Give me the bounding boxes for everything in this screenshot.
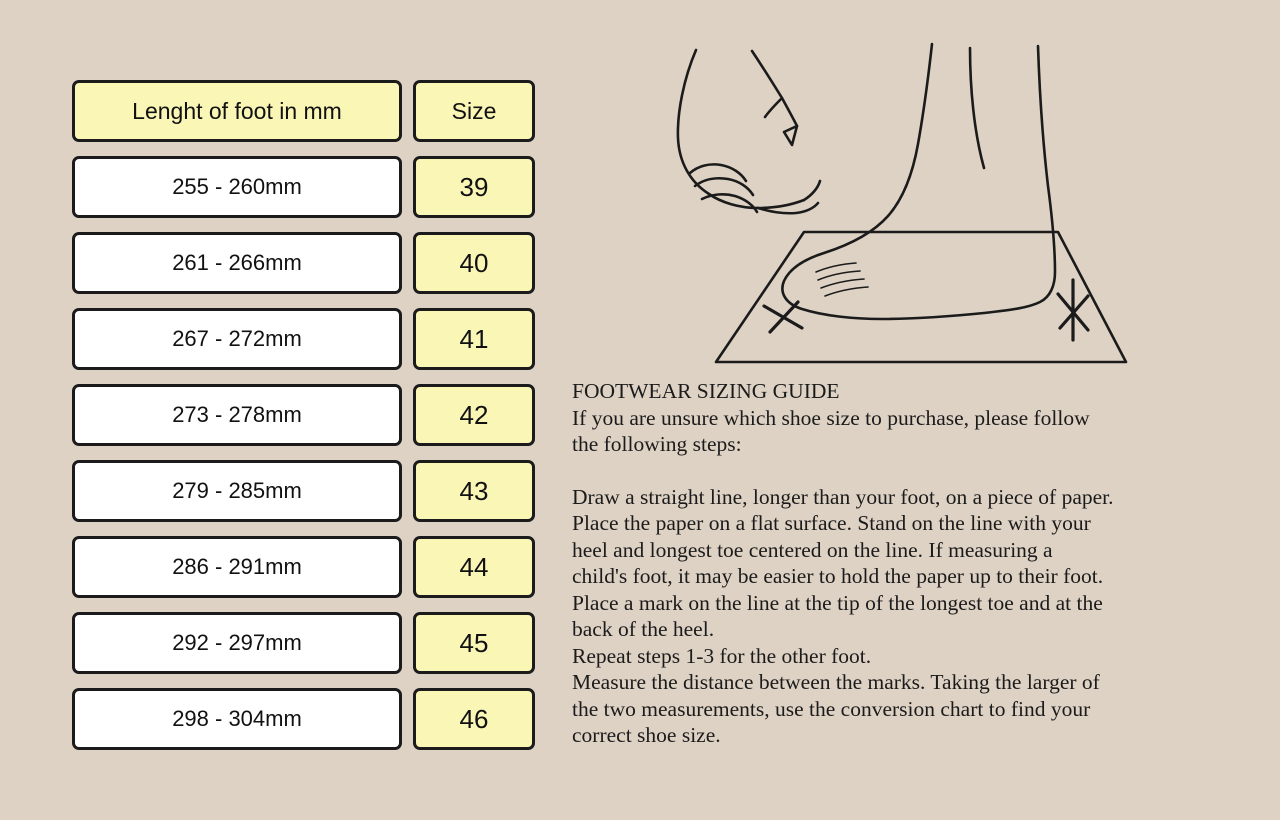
cell-shoe-size: 44 (413, 536, 535, 598)
toe-hatch-1 (816, 263, 856, 272)
size-conversion-table (72, 80, 538, 764)
hand-palm-edge (709, 194, 804, 208)
cell-shoe-size: 39 (413, 156, 535, 218)
guide-intro-line-1: If you are unsure which shoe size to purchase, please follow (572, 405, 1090, 430)
hand-outline (678, 50, 709, 194)
cell-foot-length: 298 - 304mm (72, 688, 402, 750)
table-row (72, 384, 538, 446)
cell-foot-length: 255 - 260mm (72, 156, 402, 218)
guide-step-line-6: back of the heel. (572, 617, 715, 641)
cell-shoe-size: 41 (413, 308, 535, 370)
column-header-size: Size (413, 80, 535, 142)
table-header-row (72, 80, 538, 142)
cell-foot-length: 292 - 297mm (72, 612, 402, 674)
column-header-length: Lenght of foot in mm (72, 80, 402, 142)
table-row (72, 232, 538, 294)
cell-foot-length: 286 - 291mm (72, 536, 402, 598)
guide-step-line-10: correct shoe size. (572, 723, 721, 747)
guide-step-line-3: heel and longest toe centered on the line. If measuring a (572, 537, 1053, 562)
toe-hatch-4 (825, 287, 868, 296)
cell-shoe-size: 43 (413, 460, 535, 522)
cell-shoe-size: 42 (413, 384, 535, 446)
guide-step-line-4: child's foot, it may be easier to hold the paper up to their foot. (572, 564, 1104, 588)
cell-foot-length: 261 - 266mm (72, 232, 402, 294)
table-row (72, 460, 538, 522)
cell-shoe-size: 46 (413, 688, 535, 750)
toe-mark-cross-2 (770, 302, 798, 332)
guide-step-line-5: Place a mark on the line at the tip of the longest toe and at the (572, 590, 1103, 615)
cell-foot-length: 267 - 272mm (72, 308, 402, 370)
cell-foot-length: 273 - 278mm (72, 384, 402, 446)
table-row (72, 688, 538, 750)
sizing-guide-text (572, 378, 1232, 749)
table-row (72, 308, 538, 370)
foot-tracing-drawing (566, 40, 1226, 370)
pen-body-edge (765, 98, 782, 117)
ankle-line (970, 48, 984, 168)
table-row (72, 536, 538, 598)
table-row (72, 612, 538, 674)
cell-shoe-size: 40 (413, 232, 535, 294)
hand-knuckle (804, 181, 820, 200)
guide-title: FOOTWEAR SIZING GUIDE (572, 379, 840, 403)
cell-foot-length: 279 - 285mm (72, 460, 402, 522)
guide-step-line-8: Measure the distance between the marks. Taking the larger of (572, 670, 1100, 694)
toe-hatch-3 (821, 279, 864, 288)
guide-step-line-9: the two measurements, use the conversion chart to find your (572, 696, 1091, 721)
guide-step-line-7: Repeat steps 1-3 for the other foot. (572, 643, 872, 668)
guide-step-line-2: Place the paper on a flat surface. Stand on the line with your (572, 511, 1091, 535)
guide-spacer (572, 458, 1232, 484)
cell-shoe-size: 45 (413, 612, 535, 674)
pen-tip-icon (784, 126, 797, 145)
foot-tracing-illustration (566, 40, 1226, 370)
pen-icon (752, 51, 797, 126)
paper-sheet-icon (716, 232, 1126, 362)
table-row (72, 156, 538, 218)
guide-step-line-1: Draw a straight line, longer than your foot, on a piece of paper. (572, 484, 1114, 509)
guide-intro-line-2: the following steps: (572, 432, 742, 456)
finger-2 (695, 178, 753, 195)
toe-hatch-2 (818, 271, 860, 280)
